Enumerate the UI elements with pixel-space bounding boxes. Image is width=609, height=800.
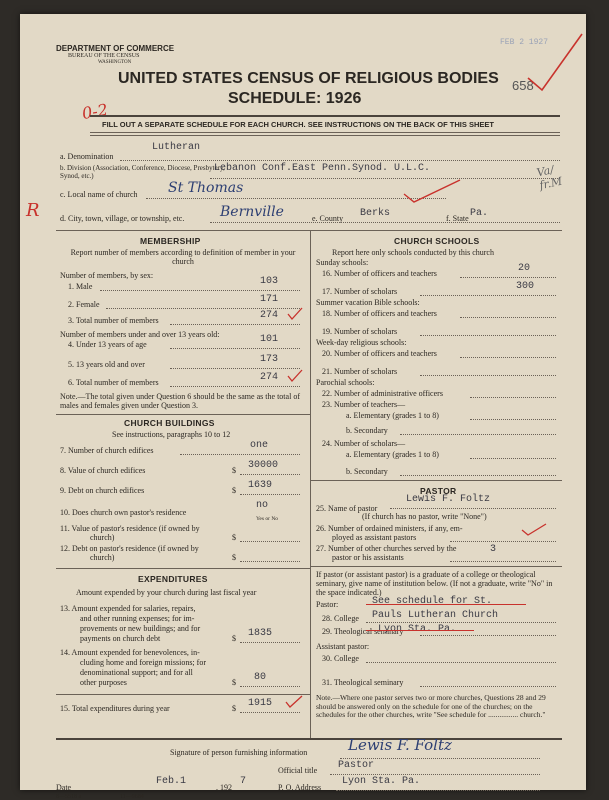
bureau-line: BUREAU OF THE CENSUS	[68, 53, 140, 59]
instruction-line: FILL OUT A SEPARATE SCHEDULE FOR EACH CHURCH. SEE INSTRUCTIONS ON THE BACK OF THIS SHEET	[102, 120, 494, 129]
signature: Lewis F. Foltz	[348, 736, 452, 754]
divider	[90, 115, 560, 117]
over-13-value: 173	[260, 354, 279, 365]
running-expenses-value: 1835	[248, 628, 273, 639]
census-schedule-sheet: DEPARTMENT OF COMMERCE BUREAU OF THE CENSUS WASHINGTON FEB 2 1927 UNITED STATES CENSUS OF RELIGIOUS BODIES SCHEDULE: 1926 658 0-2 FILL OUT A SEPARATE SCHEDULE FOR EACH CHURCH. SEE INSTRUCTIONS ON THE BACK OF THIS SHEET a. Denomination Lutheran b. Division (Association, Conference, Diocese, Presbytery, Synod, etc.) Lebanon Conf.East Penn.Synod. U.L.C. c. Local name of church St Thomas Va/ fr.M R d. City, town, village, or township, etc. Bernville e. County Berks f. State Pa. MEMBERSHIP Report number of members according to definition of member in your church Number of members, by sex: 1. Male 103 2. Female 171 3. Total number of members 274 Number of members under and over 13 years old: 4. Under 13 years of age 101 5. 13 years old and over 173 6. Total number of members 274 Note.—The total given under Question 6 should be the same as the total of males and females given under Question 3. CHURCH BUILDINGS See instructions, paragraphs 10 to 12 7. Number of church edifices one 8. Value of church edifices $ 30000 9. Debt on church edifices $ 1639 10. Does church own pastor's residence no Yes or No 11. Value of pastor's residence (if owned by church) $ 12. Debt on pastor's residence (if owned by church) $ EXPENDITURES Amount expended by your church during last fiscal year 13. Amount expended for salaries, repairs, and other running expenses; for im- provements or new buildings; and for payments on church debt $ 1835 14. Amount expended for benevolences, in- cluding home and foreign missions; for denominational support; and for all other purposes $ 80 15. Total expenditures during year $ 1915 CHURCH SCHOOLS Report here only schools conducted by this church Sunday schools: 16. Number of officers and teachers 20 17. Number of scholars 300 Summer vacation Bible schools: 18. Number of officers and teachers 19. Number of scholars Week-day religious schools: 20. Number of officers and teachers 21. Number of scholars Parochial schools: 22. Number of administrative officers 23. Number of teachers— a. Elementary (grades 1 to 8) b. Secondary 24. Number of scholars— a. Elementary (grades 1 to 8) b. Secondary PASTOR 25. Name of pastor Lewis F. Foltz (If church has no pastor, write "None") 26. Number of ordained ministers, if any, em- ployed as assistant pastors 27. Number of other churches served by the pastor or his assistants 3 If pastor (or assistant pastor) is a graduate of a college or theological seminary, give name of institution below. (If not a graduate, write "No" in the space indicated.) Pastor: 28. College See schedule for St. Pauls Lutheran Church 29. Theological seminary Lyon Sta. Pa. Assistant pastor: 30. College 31. Theological seminary Note.—Where one pastor serves two or more churches, Questions 28 and 29 should be answered only on the schedule for one of the churches; on the schedules for the other churches, write "See schedule for ................ church." Signature of person furnishing information Lewis F. Foltz Official title Pastor Date Feb.1 , 192 7 P. O. Address Lyon Sta. Pa. 8—5518 a 11—9684	[20, 14, 586, 790]
handwritten-code: 0-2	[80, 99, 110, 124]
po-address-value: Lyon Sta. Pa.	[342, 776, 421, 787]
date-value: Feb.1	[156, 776, 187, 787]
female-value: 171	[260, 294, 279, 305]
edifice-debt-value: 1639	[248, 480, 273, 491]
sunday-scholars-value: 300	[516, 281, 535, 292]
total-members-2-value: 274	[260, 372, 279, 383]
seminary-value: Lyon Sta. Pa.	[378, 624, 457, 635]
form-subtitle: SCHEDULE: 1926	[228, 90, 362, 107]
divider	[90, 132, 560, 133]
margin-note: Va/ fr.M	[535, 163, 564, 193]
benevolences-value: 80	[254, 672, 267, 683]
graduate-note: If pastor (or assistant pastor) is a graduate of a college or theological seminary, give name of institution below. (If not a graduate, write "No" in the space indicated.)	[316, 570, 553, 597]
pastor-heading: PASTOR	[420, 486, 457, 496]
male-value: 103	[260, 276, 279, 287]
check-mark-icon	[520, 28, 590, 98]
margin-mark: R	[26, 200, 40, 221]
divider	[90, 135, 560, 136]
state-value: Pa.	[470, 208, 489, 219]
check-mark-icon	[400, 176, 470, 206]
divider	[56, 230, 562, 231]
college-value-2: Pauls Lutheran Church	[372, 610, 499, 621]
city-label: d. City, town, village, or township, etc.	[60, 214, 185, 223]
division-label: b. Division (Association, Conference, Diocese, Presbytery, Synod, etc.)	[60, 164, 225, 180]
county-label: e. County	[312, 214, 344, 223]
schools-heading: CHURCH SCHOOLS	[394, 236, 480, 246]
buildings-heading: CHURCH BUILDINGS	[124, 418, 215, 428]
college-value: See schedule for St.	[372, 596, 493, 607]
other-churches-value: 3	[490, 544, 497, 555]
official-title-value: Pastor	[338, 760, 375, 771]
under-13-value: 101	[260, 334, 279, 345]
sunday-officers-value: 20	[518, 263, 531, 274]
signature-label: Signature of person furnishing information	[170, 748, 308, 757]
church-name-label: c. Local name of church	[60, 190, 138, 199]
membership-heading: MEMBERSHIP	[140, 236, 201, 246]
residence-owned-value: no	[256, 500, 269, 511]
city-line: WASHINGTON	[98, 60, 132, 65]
pastor-name-value: Lewis F. Foltz	[406, 494, 491, 505]
schedule-number: 658	[512, 78, 534, 93]
total-expenditures-value: 1915	[248, 698, 273, 709]
expenditures-heading: EXPENDITURES	[138, 574, 208, 584]
county-value: Berks	[360, 208, 391, 219]
check-mark-icon	[286, 306, 306, 322]
edifices-value: one	[250, 440, 269, 451]
pastor-note: Note.—Where one pastor serves two or more churches, Questions 28 and 29 should be answered only on the schedule for one of the churches; on the schedules for the other churches, write "See schedule for ................ church."	[316, 693, 546, 719]
form-title: UNITED STATES CENSUS OF RELIGIOUS BODIES	[118, 70, 499, 87]
check-mark-icon	[286, 368, 306, 384]
check-mark-icon	[520, 522, 550, 538]
department-line: DEPARTMENT OF COMMERCE	[56, 44, 175, 53]
denomination-value: Lutheran	[152, 142, 201, 153]
received-stamp: FEB 2 1927	[500, 38, 549, 47]
edifice-value-value: 30000	[248, 460, 279, 471]
denomination-label: a. Denomination	[60, 152, 114, 161]
membership-note: Note.—The total given under Question 6 should be the same as the total of males and females given under Question 3.	[60, 392, 300, 410]
state-label: f. State	[446, 214, 469, 223]
division-value: Lebanon Conf.East Penn.Synod. U.L.C.	[214, 163, 431, 174]
city-value: Bernville	[220, 204, 284, 220]
year-value: 7	[240, 776, 247, 787]
check-mark-icon	[284, 694, 306, 710]
total-members-value: 274	[260, 310, 279, 321]
column-divider	[310, 230, 311, 738]
membership-intro: Report number of members according to definition of member in your church	[70, 248, 296, 266]
church-name-value: St Thomas	[168, 180, 244, 196]
